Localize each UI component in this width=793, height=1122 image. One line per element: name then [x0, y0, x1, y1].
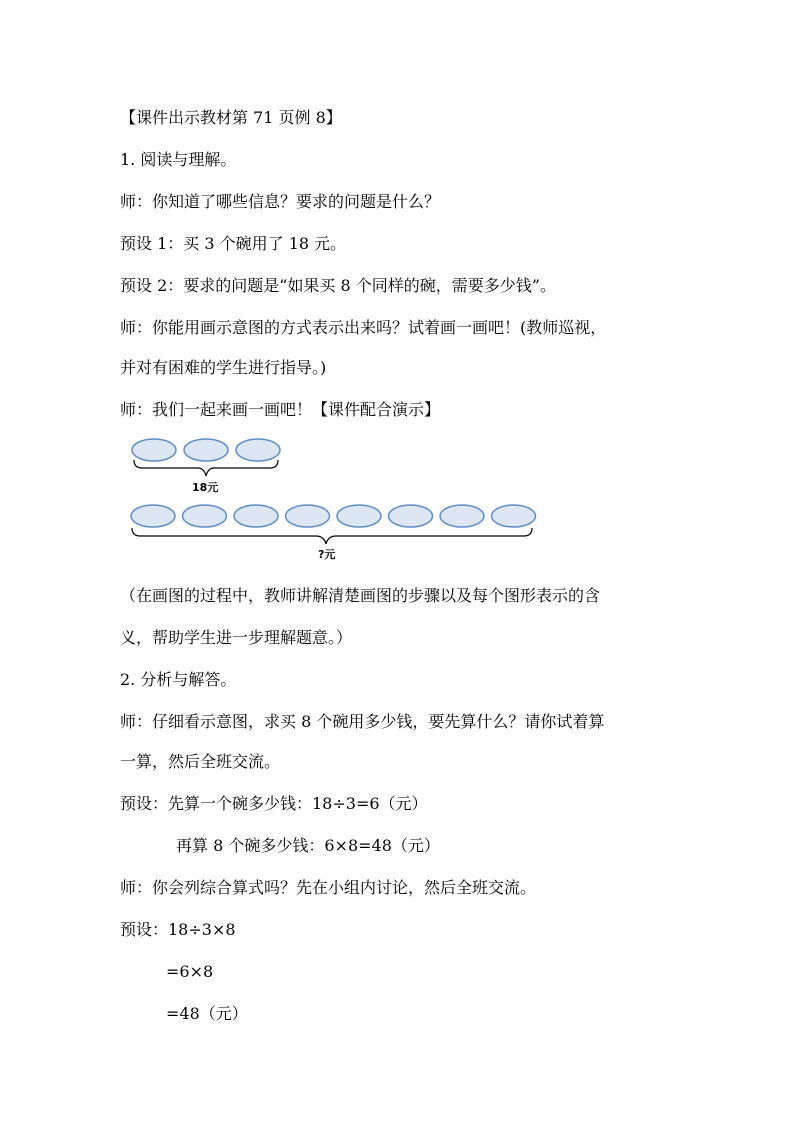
bowl-bottom-3 — [234, 505, 278, 527]
preset-1: 预设 1：买 3 个碗用了 18 元。 — [120, 234, 347, 253]
bowl-diagram — [120, 430, 540, 565]
teacher-question-1: 师：你知道了哪些信息？要求的问题是什么？ — [120, 192, 441, 211]
teacher-question-3: 师：你会列综合算式吗？先在小组内讨论，然后全班交流。 — [120, 878, 537, 897]
teacher-question-2-cont: 一算，然后全班交流。 — [120, 752, 281, 771]
bottom-brace — [132, 528, 532, 544]
teacher-question-2: 师：仔细看示意图，求买 8 个碗用多少钱，要先算什么？请你试着算 — [120, 712, 605, 731]
step-heading-1: 1. 阅读与理解。 — [120, 150, 237, 169]
note-line-1: （在画图的过程中，教师讲解清楚画图的步骤以及每个图形表示的含 — [120, 586, 601, 605]
bowl-bottom-8 — [492, 505, 536, 527]
preset-formula: 预设：18÷3×8 — [120, 920, 236, 939]
bottom-bowl-row — [131, 505, 536, 527]
bowl-bottom-7 — [440, 505, 484, 527]
bowl-bottom-1 — [131, 505, 175, 527]
formula-step-2: =48（元） — [166, 1004, 248, 1023]
bowl-bottom-2 — [183, 505, 227, 527]
bowl-top-2 — [184, 439, 228, 461]
top-brace — [134, 460, 278, 476]
teacher-prompt-draw-cont: 并对有困难的学生进行指导。) — [120, 358, 327, 377]
top-label: 18元 — [192, 481, 219, 494]
bowl-bottom-4 — [286, 505, 330, 527]
bowl-top-3 — [236, 439, 280, 461]
preset-2: 预设 2：要求的问题是“如果买 8 个同样的碗，需要多少钱”。 — [120, 276, 556, 295]
preset-step-2: 再算 8 个碗多少钱：6×8=48（元） — [176, 836, 440, 855]
bowl-bottom-6 — [389, 505, 433, 527]
formula-step-1: =6×8 — [166, 962, 214, 981]
bowl-bottom-5 — [337, 505, 381, 527]
note-line-2: 义，帮助学生进一步理解题意。） — [120, 628, 353, 647]
preset-step-1: 预设：先算一个碗多少钱：18÷3=6（元） — [120, 794, 428, 813]
teacher-prompt-draw: 师：你能用画示意图的方式表示出来吗？试着画一画吧！(教师巡视， — [120, 318, 607, 337]
step-heading-2: 2. 分析与解答。 — [120, 670, 237, 689]
bowl-top-1 — [132, 439, 176, 461]
bottom-label: ?元 — [318, 548, 336, 561]
teacher-draw-together: 师：我们一起来画一画吧！【课件配合演示】 — [120, 400, 441, 419]
section-heading: 【课件出示教材第 71 页例 8】 — [120, 108, 342, 127]
top-bowl-row — [132, 439, 280, 461]
